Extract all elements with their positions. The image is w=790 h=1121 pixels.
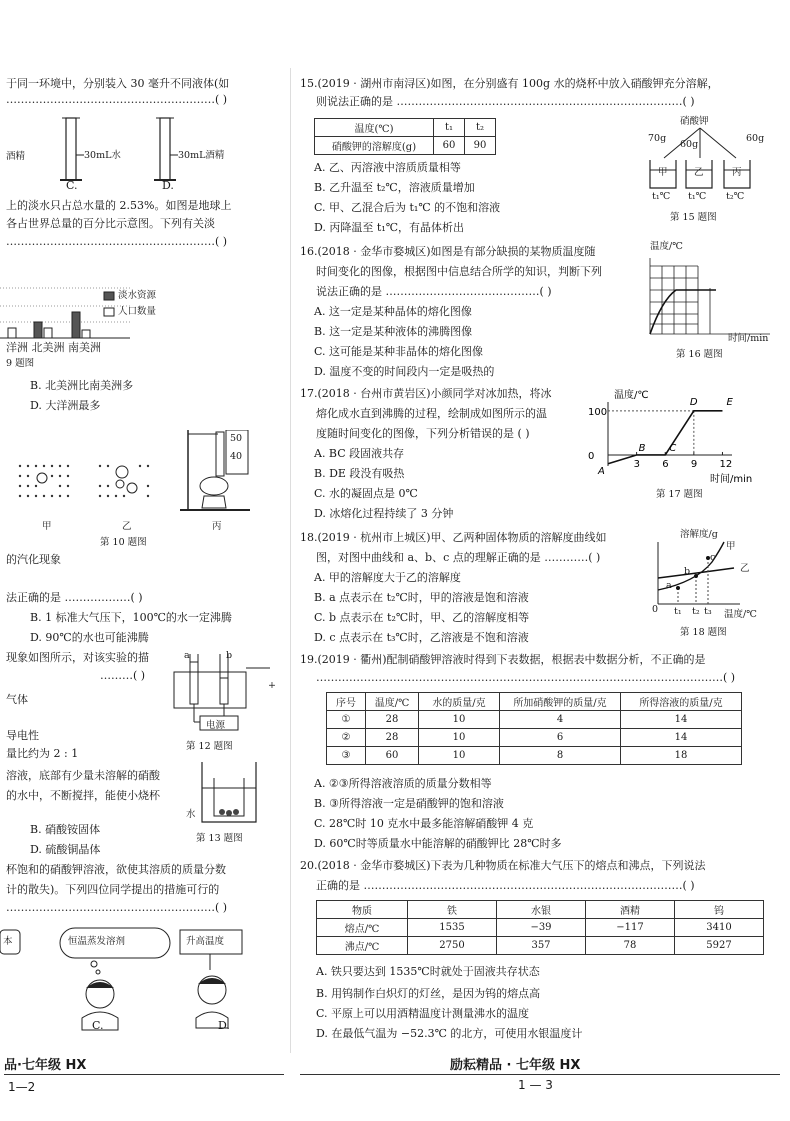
- q19-cell: 10: [419, 729, 500, 747]
- option-c-label: C.: [92, 1019, 104, 1032]
- left-line: …………………………………………………( ): [6, 901, 228, 914]
- q19-cell: 14: [621, 711, 742, 729]
- q20-option-d: D. 在最低气温为 −52.3℃ 的北方，可使用水银温度计: [316, 1027, 583, 1040]
- fig12-caption: 第 12 题图: [186, 741, 233, 752]
- q17-stem-3: 度随时间变化的图像，下列分析错误的是 ( ): [316, 427, 530, 440]
- left-line: 量比约为 2 : 1: [6, 747, 79, 760]
- q19-header: 所加硝酸钾的质量/克: [500, 693, 621, 711]
- cylinder-d-label: 30mL酒精: [178, 150, 225, 161]
- left-line: 导电性: [6, 729, 39, 742]
- q17-stem-2: 熔化成水直到沸腾的过程，绘制成如图所示的温: [316, 407, 547, 420]
- q20-cell: 沸点/℃: [317, 937, 408, 955]
- q20-header: 钨: [675, 901, 764, 919]
- q20-cell: −117: [586, 919, 675, 937]
- q16-option-d: D. 温度不变的时间段内一定是吸热的: [314, 365, 495, 378]
- q17-option-a: A. BC 段固液共存: [314, 447, 405, 460]
- q18-t3: t₃: [704, 606, 712, 617]
- q20-cell: 1535: [408, 919, 497, 937]
- q15-option-a: A. 乙、丙溶液中溶质质量相等: [314, 161, 461, 174]
- thermometer-40: 40: [230, 451, 243, 462]
- q19-option-d: D. 60℃时等质量水中能溶解的硝酸钾比 28℃时多: [314, 837, 562, 850]
- q17-y-tick-label: 0: [588, 450, 595, 462]
- thermometer-50: 50: [230, 433, 243, 444]
- option-c-label: C.: [66, 179, 78, 192]
- fig13-beaker: [196, 758, 276, 833]
- q16-ylabel: 温度/℃: [650, 241, 683, 252]
- q20-header: 水银: [497, 901, 586, 919]
- option-d-label: D.: [162, 179, 174, 192]
- power-source-label: 电源: [206, 720, 226, 731]
- q18-curve-jia: 甲: [726, 541, 736, 552]
- fig10-yi: 乙: [122, 521, 132, 532]
- q20-stem-2: 正确的是 ……………………………………………………………………………( ): [316, 879, 695, 892]
- left-footer-rule: [4, 1074, 284, 1075]
- q16-stem: 16.(2018 · 金华市婺城区)如图是有部分缺损的某物质温度随: [300, 245, 596, 258]
- left-line: D. 硫酸铜晶体: [30, 843, 101, 856]
- q15-option-c: C. 甲、乙混合后为 t₁℃ 的不饱和溶液: [314, 201, 501, 214]
- q18-caption: 第 18 题图: [680, 627, 727, 638]
- left-line: 于同一环境中，分别装入 30 毫升不同液体(如: [6, 77, 230, 90]
- q16-option-c: C. 这可能是某种非晶体的熔化图像: [314, 345, 484, 358]
- q15-cell: 温度(℃): [315, 119, 434, 137]
- left-line: B. 北美洲比南美洲多: [30, 379, 134, 392]
- q18-solubility-chart: [650, 528, 782, 618]
- q17-x-tick-label: 3: [633, 458, 640, 470]
- q20-cell: 2750: [408, 937, 497, 955]
- q18-origin: 0: [652, 604, 659, 615]
- q18-point-c: c: [710, 552, 716, 563]
- q19-header: 所得溶液的质量/克: [621, 693, 742, 711]
- q15-temp-1: t₁℃: [652, 191, 671, 202]
- left-line: 溶液，底部有少量未溶解的硝酸: [6, 769, 160, 782]
- q15-temp-3: t₂℃: [726, 191, 745, 202]
- q15-cell: 硝酸钾的溶解度(g): [315, 137, 434, 155]
- continent-labels: 洋洲 北美洲 南美洲: [6, 341, 101, 354]
- q18-stem-2: 图，对图中曲线和 a、b、c 点的理解正确的是 …………( ): [316, 551, 601, 564]
- left-line: …………………………………………………( ): [6, 235, 228, 248]
- q17-point-label: D: [689, 396, 698, 408]
- q15-beaker-bing: 丙: [732, 167, 742, 178]
- q15-option-d: D. 丙降温至 t₁℃，有晶体析出: [314, 221, 465, 234]
- q18-option-a: A. 甲的溶解度大于乙的溶解度: [314, 571, 461, 584]
- q20-cell: −39: [497, 919, 586, 937]
- q18-t2: t₂: [692, 606, 700, 617]
- fig10-jia: 甲: [42, 521, 52, 532]
- q19-cell: 28: [366, 729, 419, 747]
- left-page-number: 1—2: [8, 1080, 36, 1094]
- q17-caption: 第 17 题图: [656, 489, 703, 500]
- q19-cell: ②: [327, 729, 366, 747]
- q15-mass-1: 70g: [648, 133, 667, 144]
- q19-option-c: C. 28℃时 10 克水中最多能溶解硝酸钾 4 克: [314, 817, 534, 830]
- left-line: 法正确的是 ………………( ): [6, 591, 143, 604]
- right-footer-rule: [300, 1074, 780, 1075]
- q19-cell: 10: [419, 747, 500, 765]
- q19-header: 序号: [327, 693, 366, 711]
- q15-beaker-jia: 甲: [658, 167, 668, 178]
- q18-option-b: B. a 点表示在 t₂℃时，甲的溶液是饱和溶液: [314, 591, 529, 604]
- q20-option-c: C. 平原上可以用酒精温度计测量沸水的温度: [316, 1007, 530, 1020]
- bubble-c-text: 恒温蒸发溶剂: [68, 936, 126, 947]
- q16-caption: 第 16 题图: [676, 349, 723, 360]
- q19-cell: 4: [500, 711, 621, 729]
- bubble-b-stub: 本: [3, 936, 13, 947]
- left-line: 杯饱和的硝酸钾溶液，欲使其溶质的质量分数: [6, 863, 226, 876]
- q18-option-c: C. b 点表示在 t₂℃时，甲、乙的溶解度相等: [314, 611, 530, 624]
- q20-option-a: A. 铁只要达到 1535℃时就处于固液共存状态: [316, 965, 540, 978]
- left-line: D. 90℃的水也可能沸腾: [30, 631, 149, 644]
- left-line: …………………………………………………( ): [6, 93, 228, 106]
- option-d-label: D.: [218, 1019, 230, 1032]
- q19-header: 水的质量/克: [419, 693, 500, 711]
- q19-cell: 6: [500, 729, 621, 747]
- left-line: B. 硝酸铵固体: [30, 823, 101, 836]
- q19-cell: ①: [327, 711, 366, 729]
- q19-table: [326, 692, 742, 765]
- q18-option-d: D. c 点表示在 t₃℃时，乙溶液是不饱和溶液: [314, 631, 529, 644]
- fig10-caption: 第 10 题图: [100, 537, 147, 548]
- right-footer-brand: 励耘精品 · 七年级 HX: [450, 1058, 581, 1073]
- q15-table: [314, 118, 496, 155]
- bubble-d-text: 升高温度: [186, 936, 225, 947]
- cylinder-left-stub: 酒精: [6, 151, 26, 162]
- q17-y-tick-label: 100: [588, 406, 608, 418]
- q19-stem-2: …………………………………………………………………………………………………( ): [316, 671, 736, 684]
- q15-beaker-yi: 乙: [694, 167, 704, 178]
- q20-option-b: B. 用钨制作白炽灯的灯丝，是因为钨的熔点高: [316, 987, 541, 1000]
- q15-option-b: B. 乙升温至 t₂℃，溶液质量增加: [314, 181, 475, 194]
- legend-fresh-water: 淡水资源: [118, 290, 157, 301]
- left-line: 现象如图所示，对该实验的描: [6, 651, 149, 664]
- q15-mass-2: 60g: [680, 139, 699, 150]
- q17-x-tick-label: 6: [662, 458, 669, 470]
- q15-stem-2: 则说法正确的是 ……………………………………………………………………( ): [316, 95, 695, 108]
- q19-cell: ③: [327, 747, 366, 765]
- q18-stem: 18.(2019 · 杭州市上城区)甲、乙两种固体物质的溶解度曲线如: [300, 531, 607, 544]
- q20-stem: 20.(2018 · 金华市婺城区)下表为几种物质在标准大气压下的熔点和沸点，下列说法: [300, 859, 706, 872]
- plus-terminal: +: [268, 680, 276, 691]
- fig13-caption: 第 13 题图: [196, 833, 243, 844]
- q18-ylabel: 溶解度/g: [680, 529, 718, 540]
- q17-temperature-chart: [586, 386, 786, 486]
- q15-cell: t₂: [465, 119, 496, 137]
- q17-xlabel: 时间/min: [710, 474, 753, 485]
- left-line: 计的散失)。下列四位同学提出的措施可行的: [6, 883, 220, 896]
- q18-xlabel: 温度/℃: [724, 609, 757, 620]
- q20-header: 酒精: [586, 901, 675, 919]
- q17-ylabel: 温度/℃: [614, 390, 649, 401]
- fig9-caption: 9 题图: [6, 358, 35, 369]
- q19-cell: 60: [366, 747, 419, 765]
- legend-population: 人口数量: [118, 306, 157, 317]
- q18-point-b: b: [684, 566, 691, 577]
- students-illustration: [0, 922, 280, 1034]
- q17-x-tick-label: 9: [690, 458, 698, 470]
- left-line: 各占世界总量的百分比示意图。下列有关淡: [6, 217, 215, 230]
- right-page-number: 1 — 3: [518, 1078, 553, 1092]
- q17-x-tick-label: 12: [719, 458, 733, 470]
- q19-header: 温度/℃: [366, 693, 419, 711]
- q18-t1: t₁: [674, 606, 682, 617]
- q19-cell: 14: [621, 729, 742, 747]
- q20-table: [316, 900, 764, 955]
- q16-stem-3: 说法正确的是 ……………………………………( ): [316, 285, 552, 298]
- left-line: 的水中，不断搅拌，能使小烧杯: [6, 789, 160, 802]
- q20-header: 铁: [408, 901, 497, 919]
- q15-cell: t₁: [434, 119, 465, 137]
- q19-cell: 28: [366, 711, 419, 729]
- q15-caption: 第 15 题图: [670, 212, 717, 223]
- q19-cell: 8: [500, 747, 621, 765]
- q17-series-line: [608, 411, 722, 464]
- q20-cell: 熔点/℃: [317, 919, 408, 937]
- q16-stem-2: 时间变化的图像，根据图中信息结合所学的知识，判断下列: [316, 265, 602, 278]
- left-line: B. 1 标准大气压下，100℃的水一定沸腾: [30, 611, 232, 624]
- left-line: 的汽化现象: [6, 553, 61, 566]
- q19-stem: 19.(2019 · 衢州)配制硝酸钾溶液时得到下表数据，根据表中数据分析，不正确的是: [300, 653, 706, 666]
- q15-mass-3: 60g: [746, 133, 765, 144]
- tube-b-label: b: [226, 650, 233, 661]
- q19-cell: 10: [419, 711, 500, 729]
- q15-stem: 15.(2019 · 湖州市南浔区)如图，在分别盛有 100g 水的烧杯中放入硝酸钾充分溶解，: [300, 77, 719, 90]
- fig10-bing: 丙: [212, 521, 222, 532]
- q20-cell: 78: [586, 937, 675, 955]
- q17-point-label: A: [598, 465, 605, 477]
- q19-option-b: B. ③所得溶液一定是硝酸钾的饱和溶液: [314, 797, 504, 810]
- q17-stem: 17.(2018 · 台州市黄岩区)小颜同学对冰加热，将冰: [300, 387, 552, 400]
- cylinder-figure: [0, 112, 280, 194]
- left-line: D. 大洋洲最多: [30, 399, 101, 412]
- cylinder-c-label: 30mL水: [84, 150, 121, 161]
- q17-point-label: C: [669, 442, 677, 454]
- q20-cell: 3410: [675, 919, 764, 937]
- q17-option-c: C. 水的凝固点是 0℃: [314, 487, 418, 500]
- beaker-water-label: 水: [186, 809, 196, 820]
- tube-a-label: a: [184, 650, 190, 661]
- q15-cell: 90: [465, 137, 496, 155]
- q17-option-d: D. 冰熔化过程持续了 3 分钟: [314, 507, 454, 520]
- q19-option-a: A. ②③所得溶液溶质的质量分数相等: [314, 777, 492, 790]
- q16-option-a: A. 这一定是某种晶体的熔化图像: [314, 305, 472, 318]
- q17-point-label: E: [726, 396, 733, 408]
- left-line: 气体: [6, 693, 28, 706]
- left-line: ………( ): [100, 669, 146, 682]
- q17-point-label: B: [638, 442, 646, 454]
- q20-cell: 5927: [675, 937, 764, 955]
- q19-cell: 18: [621, 747, 742, 765]
- q18-curve-yi: 乙: [740, 563, 750, 574]
- q16-option-b: B. 这一定是某种液体的沸腾图像: [314, 325, 473, 338]
- q18-point-a: a: [666, 580, 672, 591]
- q17-option-b: B. DE 段没有吸热: [314, 467, 405, 480]
- q15-cell: 60: [434, 137, 465, 155]
- q16-xlabel: 时间/min: [728, 333, 769, 344]
- column-divider: [290, 68, 291, 1053]
- left-footer-brand: 品·七年级 HX: [4, 1058, 87, 1073]
- q15-temp-2: t₁℃: [688, 191, 707, 202]
- q20-cell: 357: [497, 937, 586, 955]
- left-line: 上的淡水只占总水量的 2.53%。如图是地球上: [6, 199, 232, 212]
- q15-fig-title: 硝酸钾: [680, 116, 709, 127]
- q20-header: 物质: [317, 901, 408, 919]
